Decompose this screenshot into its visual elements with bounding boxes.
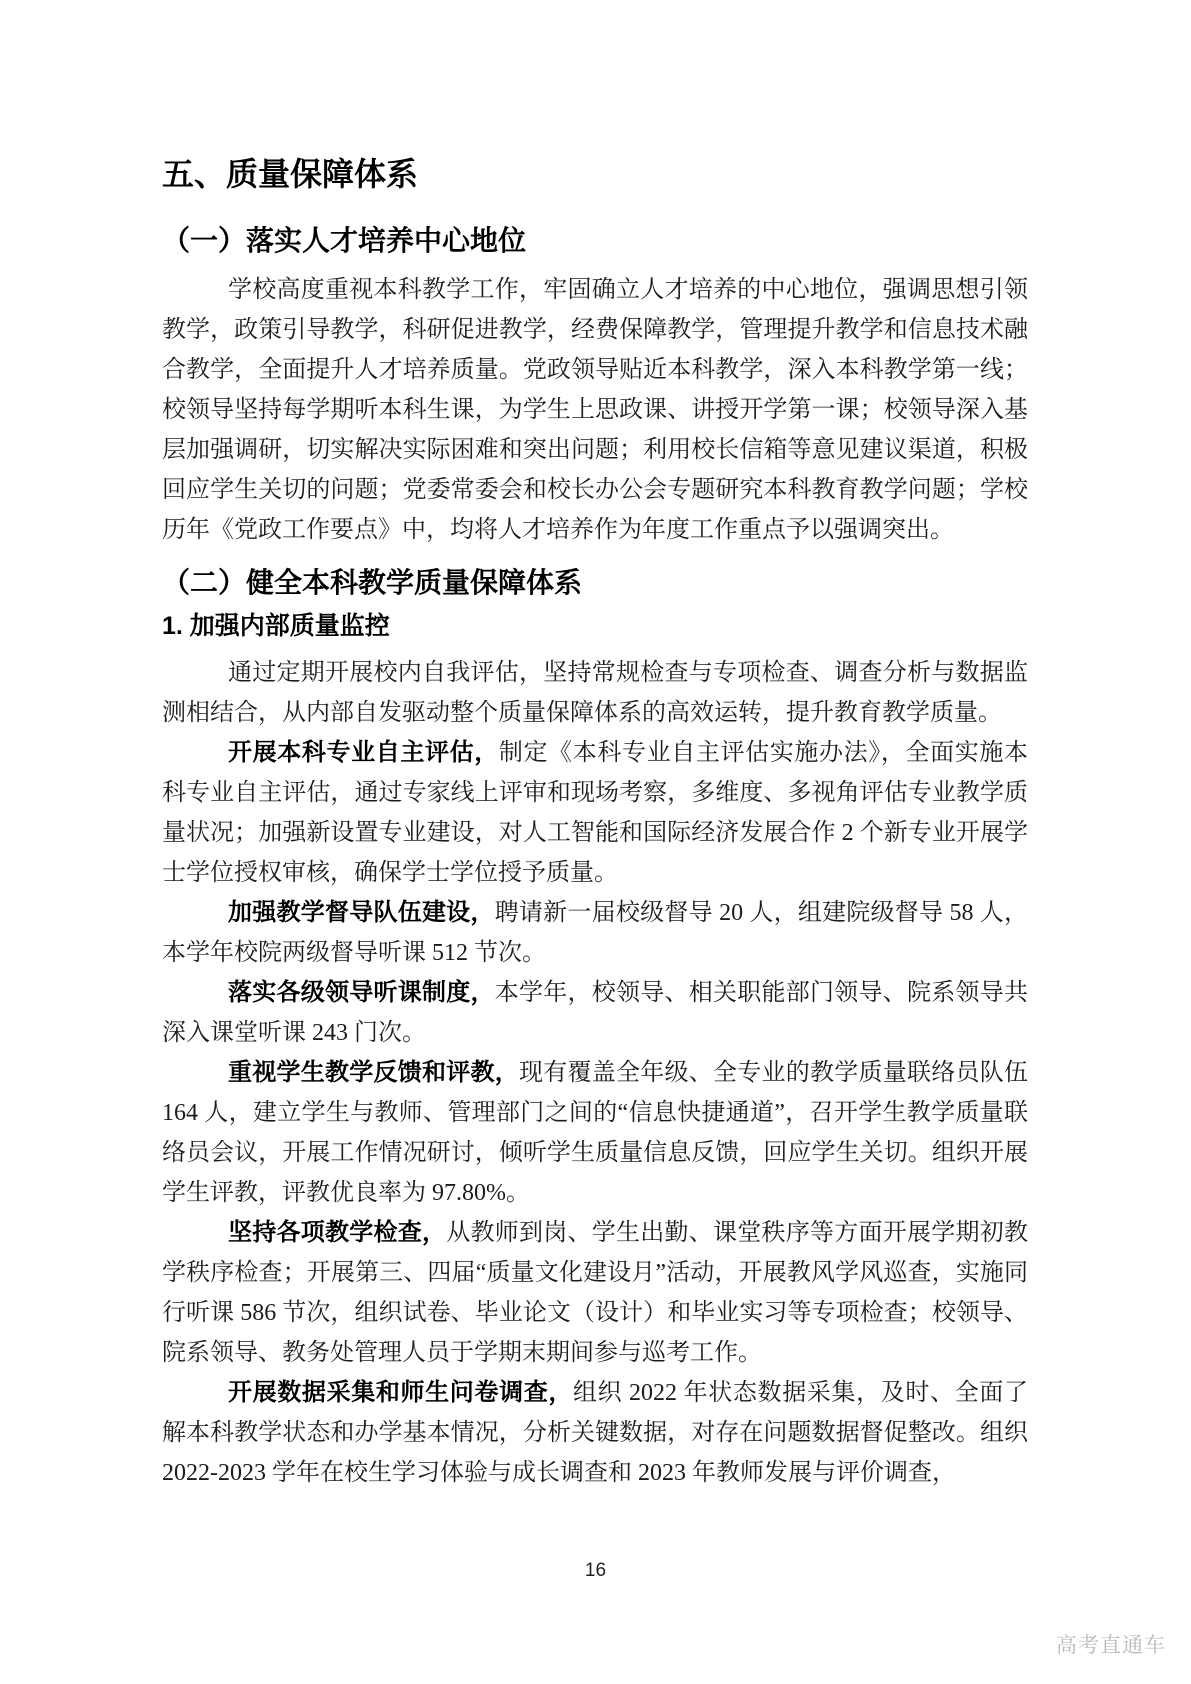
paragraph <box>162 1373 1028 1493</box>
paragraph-text: 通过定期开展校内自我评估，坚持常规检查与专项检查、调查分析与数据监测相结合，从内部自发驱动整个质量保障体系的高效运转，提升教育教学质量。 <box>162 660 1028 726</box>
paragraph <box>162 1213 1028 1373</box>
paragraph-text: 聘请新一届校级督导 20 人，组建院级督导 58 人，本学年校院两级督导听课 512 节次。 <box>162 900 1029 966</box>
paragraph-lead: 重视学生教学反馈和评教， <box>228 1060 519 1086</box>
paragraph <box>162 270 1028 550</box>
paragraph <box>162 733 1028 893</box>
paragraph-lead: 开展本科专业自主评估， <box>228 740 499 766</box>
paragraph-lead: 开展数据采集和师生问卷调查， <box>228 1380 574 1406</box>
section-2-heading: （二）健全本科教学质量保障体系 <box>162 567 583 598</box>
page-content <box>162 0 1028 1493</box>
paragraph-lead: 加强教学督导队伍建设， <box>228 900 495 926</box>
paragraph-text: 组织 2022 年状态数据采集，及时、全面了解本科教学状态和办学基本情况，分析关键数据，对存在问题数据督促整改。组织 2022-2023 学年在校生学习体验与成长调查和 2023 年教师发展与评价调查， <box>162 1380 1028 1486</box>
paragraph <box>162 653 1028 733</box>
paragraph-text: 制定《本科专业自主评估实施办法》，全面实施本科专业自主评估，通过专家线上评审和现场考察，多维度、多视角评估专业教学质量状况；加强新设置专业建设，对人工智能和国际经济发展合作 2 个新专业开展学士学位授权审核，确保学士学位授予质量。 <box>162 740 1028 886</box>
paragraph <box>162 1053 1028 1213</box>
paragraph-lead: 坚持各项教学检查， <box>228 1220 447 1246</box>
page-number: 16 <box>584 1560 607 1581</box>
paragraph-text: 从教师到岗、学生出勤、课堂秩序等方面开展学期初教学秩序检查；开展第三、四届“质量文化建设月”活动，开展教风学风巡查，实施同行听课 586 节次，组织试卷、毕业论文（设计）和毕业实习等专项检查；校领导、院系领导、教务处管理人员于学期末期间参与巡考工作。 <box>162 1220 1028 1366</box>
paragraph-text: 现有覆盖全年级、全专业的教学质量联络员队伍 164 人，建立学生与教师、管理部门之间的“信息快捷通道”，召开学生教学质量联络员会议，开展工作情况研讨，倾听学生质量信息反馈，回应学生关切。组织开展学生评教，评教优良率为 97.80%。 <box>162 1060 1028 1206</box>
chapter-heading: 五、质量保障体系 <box>162 156 419 192</box>
paragraph-lead: 落实各级领导听课制度， <box>228 980 495 1006</box>
paragraph-text: 本学年，校领导、相关职能部门领导、院系领导共深入课堂听课 243 门次。 <box>162 980 1028 1046</box>
paragraph <box>162 893 1028 973</box>
paragraph-text: 学校高度重视本科教学工作，牢固确立人才培养的中心地位，强调思想引领教学，政策引导教学，科研促进教学，经费保障教学，管理提升教学和信息技术融合教学，全面提升人才培养质量。党政领导贴近本科教学，深入本科教学第一线；校领导坚持每学期听本科生课，为学生上思政课、讲授开学第一课；校领导深入基层加强调研，切实解决实际困难和突出问题；利用校长信箱等意见建议渠道，积极回应学生关切的问题；党委常委会和校长办公会专题研究本科教育教学问题；学校历年《党政工作要点》中，均将人才培养作为年度工作重点予以强调突出。 <box>162 277 1028 543</box>
section-2-subheading: 1. 加强内部质量监控 <box>162 612 390 640</box>
watermark: 高考直通车 <box>1056 1634 1166 1657</box>
section-1-heading: （一）落实人才培养中心地位 <box>162 225 527 256</box>
paragraph <box>162 973 1028 1053</box>
